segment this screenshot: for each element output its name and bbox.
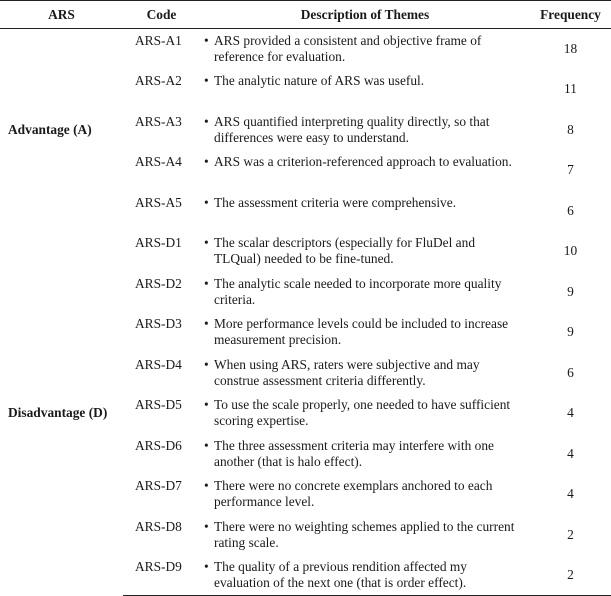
bullet-icon: • [204, 113, 209, 129]
code-cell: ARS-D2 [135, 275, 182, 291]
description-cell [200, 434, 530, 475]
code-cell: ARS-D1 [135, 235, 182, 250]
frequency-cell: 8 [567, 121, 574, 137]
group-label: Disadvantage (D) [8, 405, 108, 421]
header-code: Code [123, 1, 200, 29]
code-cell: ARS-A3 [135, 113, 182, 129]
description-cell [200, 29, 530, 70]
description-text: There were no weighting schemes applied to the current rating scale. [214, 518, 515, 550]
frequency-cell: 11 [564, 81, 577, 97]
description-cell [200, 110, 530, 151]
code-cell: ARS-A4 [135, 154, 182, 169]
bullet-icon: • [204, 518, 209, 534]
frequency-cell: 7 [567, 162, 574, 178]
description-cell [200, 272, 530, 313]
frequency-cell: 4 [567, 445, 574, 461]
code-cell: ARS-A2 [135, 73, 182, 88]
description-text: The scalar descriptors (especially for FluDel and TLQual) needed to be fine-tuned. [214, 235, 476, 266]
description-text: The assessment criteria were comprehensive. [214, 194, 457, 210]
frequency-cell: 18 [563, 41, 578, 56]
description-cell [200, 393, 530, 434]
description-cell [200, 474, 530, 515]
description-text: The quality of a previous rendition affected my evaluation of the next one (that is order effect). [214, 559, 467, 590]
frequency-cell: 4 [567, 486, 574, 502]
group-label: Advantage (A) [8, 122, 92, 137]
header-frequency: Frequency [530, 1, 611, 29]
description-text: The analytic scale needed to incorporate more quality criteria. [214, 275, 502, 307]
code-cell: ARS-A1 [135, 33, 182, 48]
description-cell [200, 231, 530, 272]
bullet-icon: • [204, 33, 209, 48]
description-cell [200, 191, 530, 232]
frequency-cell: 9 [567, 324, 574, 340]
description-cell [200, 150, 530, 191]
bullet-icon: • [204, 73, 209, 88]
frequency-cell: 6 [567, 202, 574, 218]
description-text: The analytic nature of ARS was useful. [214, 73, 425, 88]
table-header [0, 1, 611, 29]
description-text: ARS quantified interpreting quality directly, so that differences were easy to understand. [214, 113, 490, 145]
description-cell [200, 312, 530, 353]
code-cell: ARS-D6 [135, 437, 182, 453]
bullet-icon: • [204, 275, 209, 291]
description-cell [200, 555, 530, 596]
header-ars: ARS [0, 1, 123, 29]
description-text: The three assessment criteria may interfere with one another (that is halo effect). [214, 437, 494, 469]
frequency-cell: 2 [567, 526, 574, 542]
code-cell: ARS-D9 [123, 555, 200, 596]
description-text: More performance levels could be included to increase measurement precision. [214, 316, 509, 347]
frequency-cell: 2 [530, 555, 611, 596]
bullet-icon: • [204, 356, 209, 372]
description-cell [200, 515, 530, 556]
bullet-icon: • [204, 316, 209, 331]
bullet-icon: • [204, 154, 209, 169]
frequency-cell: 6 [567, 364, 574, 380]
code-cell: ARS-D4 [135, 356, 182, 372]
code-cell: ARS-D8 [135, 518, 182, 534]
table-body [0, 29, 611, 596]
description-text: To use the scale properly, one needed to have sufficient scoring expertise. [214, 397, 511, 428]
bullet-icon: • [204, 437, 209, 453]
description-cell [200, 69, 530, 110]
code-cell: ARS-D3 [135, 316, 182, 331]
bullet-icon: • [204, 559, 209, 574]
description-text: There were no concrete exemplars anchored to each performance level. [214, 478, 493, 509]
bullet-icon: • [204, 235, 209, 250]
frequency-cell: 10 [563, 243, 578, 259]
bullet-icon: • [204, 194, 209, 210]
description-text: ARS was a criterion-referenced approach to evaluation. [214, 154, 512, 169]
description-text: ARS provided a consistent and objective frame of reference for evaluation. [214, 33, 482, 64]
code-cell: ARS-D7 [135, 478, 182, 493]
bullet-icon: • [204, 397, 209, 412]
frequency-cell: 9 [567, 283, 574, 299]
code-cell: ARS-D5 [135, 397, 182, 412]
description-cell [200, 353, 530, 394]
description-text: When using ARS, raters were subjective and may construe assessment criteria differently. [214, 356, 480, 388]
header-description: Description of Themes [200, 1, 530, 29]
table-row [0, 29, 611, 70]
frequency-cell: 4 [567, 405, 574, 421]
bullet-icon: • [204, 478, 209, 493]
table-row [0, 231, 611, 272]
code-cell: ARS-A5 [135, 194, 182, 210]
